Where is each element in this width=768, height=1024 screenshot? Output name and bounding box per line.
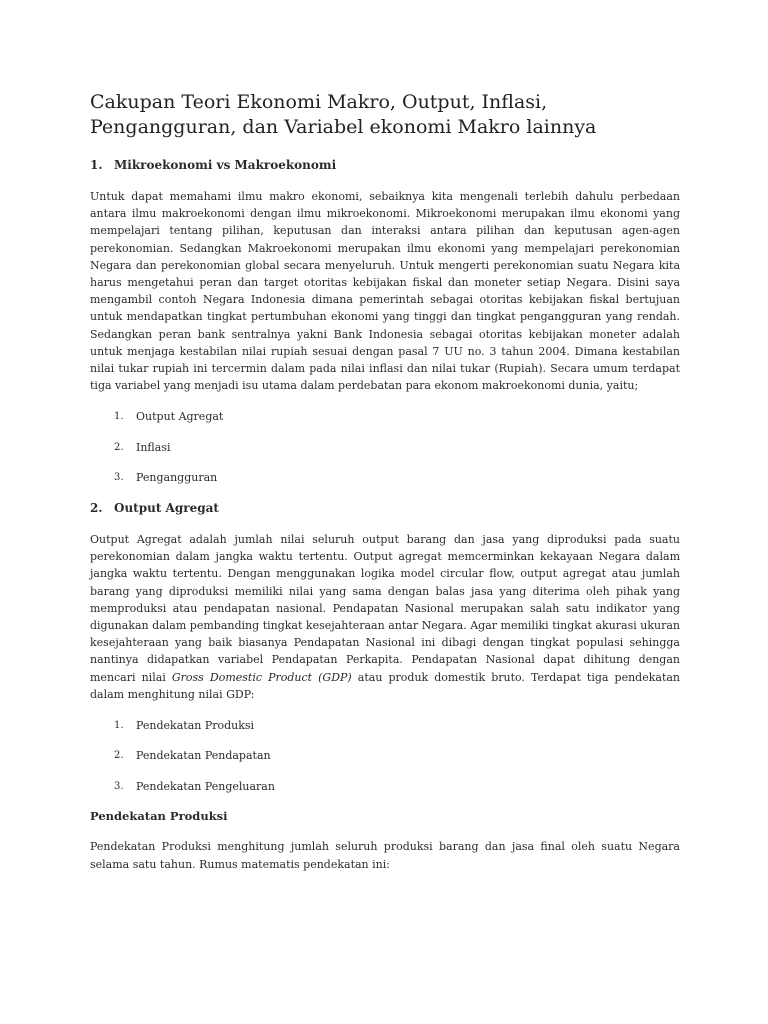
paragraph-italic-term: Gross Domestic Product (GDP) bbox=[171, 670, 352, 684]
list-item-label: Pendekatan Pengeluaran bbox=[136, 779, 275, 793]
subsection-heading: Pendekatan Produksi bbox=[90, 809, 228, 824]
list-item-number: 3. bbox=[114, 472, 124, 484]
section-number: 2. bbox=[90, 500, 103, 515]
list-item-number: 2. bbox=[114, 750, 124, 762]
section-heading-text: Mikroekonomi vs Makroekonomi bbox=[114, 158, 337, 172]
list-item-label: Inflasi bbox=[136, 440, 171, 454]
approach-list bbox=[90, 717, 680, 795]
list-item bbox=[114, 747, 680, 764]
list-item-label: Output Agregat bbox=[136, 410, 224, 424]
list-item-number: 3. bbox=[114, 780, 124, 792]
paragraph-output-agregat bbox=[90, 531, 680, 703]
list-item-label: Pendekatan Pendapatan bbox=[136, 749, 271, 763]
list-item-number: 2. bbox=[114, 441, 124, 453]
document-title: Cakupan Teori Ekonomi Makro, Output, Inflasi, Pengangguran, dan Variabel ekonomi Makro lainnya bbox=[90, 91, 597, 138]
section-heading-mikroekonomi bbox=[90, 157, 680, 173]
variable-list bbox=[90, 408, 680, 486]
list-item bbox=[114, 469, 680, 486]
section-number: 1. bbox=[90, 158, 103, 172]
paragraph-pendekatan-produksi: Pendekatan Produksi menghitung jumlah seluruh produksi barang dan jasa final oleh suatu Negara selama satu tahun. Rumus matematis pendekatan ini: bbox=[90, 840, 680, 871]
section-heading-output-agregat bbox=[90, 500, 680, 516]
list-item bbox=[114, 408, 680, 425]
paragraph-mikro-makro: Untuk dapat memahami ilmu makro ekonomi, sebaiknya kita mengenali terlebih dahulu perbedaan antara ilmu makroekonomi dengan ilmu mikroekonomi. Mikroekonomi merupakan ilmu ekonomi yang mempelajari tentang pilihan, keputusan dan interaksi antara pilihan dan keputusan agen-agen perekonomian. Sedangkan Makroekonomi merupakan ilmu ekonomi yang mempelajari perekonomian Negara dan perekonomian global secara menyeluruh. Untuk mengerti perekonomian suatu Negara kita harus mengetahui peran dan target otoritas kebijakan fiskal dan moneter setiap Negara. Disini saya mengambil contoh Negara Indonesia dimana pemerintah sebagai otoritas kebijakan fiskal bertujuan untuk mendapatkan tingkat pertumbuhan ekonomi yang tinggi dan tingkat pengangguran yang rendah. Sedangkan peran bank sentralnya yakni Bank Indonesia sebagai otoritas kebijakan moneter adalah untuk menjaga kestabilan nilai rupiah sesuai dengan pasal 7 UU no. 3 tahun 2004. Dimana kestabilan nilai tukar rupiah ini tercermin dalam pada nilai inflasi dan nilai tukar (Rupiah). Secara umum terdapat tiga variabel yang menjadi isu utama dalam perdebatan para ekonom makroekonomi dunia, yaitu; bbox=[90, 190, 680, 393]
list-item-label: Pengangguran bbox=[136, 471, 218, 485]
list-item-number: 1. bbox=[114, 411, 124, 423]
list-item-label: Pendekatan Produksi bbox=[136, 718, 255, 732]
paragraph-text: atau produk domestik bruto. Terdapat tiga pendekatan dalam menghitung nilai GDP: bbox=[90, 670, 681, 701]
list-item bbox=[114, 778, 680, 795]
list-item bbox=[114, 717, 680, 734]
section-heading-text: Output Agregat bbox=[114, 500, 219, 515]
paragraph-text: Output Agregat adalah jumlah nilai seluruh output barang dan jasa yang diproduksi pada suatu perekonomian dalam jangka waktu tertentu. Output agregat memcerminkan kekayaan Negara dalam jangka waktu tertentu. Dengan menggunakan logika model circular flow, output agregat atau jumlah barang yang diproduksi memiliki nilai yang sama dengan balas jasa yang diterima oleh pihak yang memproduksi atau pendapatan nasional. Pendapatan Nasional merupakan salah satu indikator yang digunakan dalam pembanding tingkat kesejahteraan antar Negara. Agar memiliki tingkat akurasi ukuran kesejahteraan yang baik biasanya Pendapatan Nasional ini dibagi dengan tingkat populasi sehingga nantinya didapatkan variabel Pendapatan Perkapita. Pendapatan Nasional dapat dihitung dengan mencari nilai bbox=[90, 532, 680, 684]
list-item-number: 1. bbox=[114, 719, 124, 731]
list-item bbox=[114, 439, 680, 456]
document-page bbox=[90, 90, 680, 887]
